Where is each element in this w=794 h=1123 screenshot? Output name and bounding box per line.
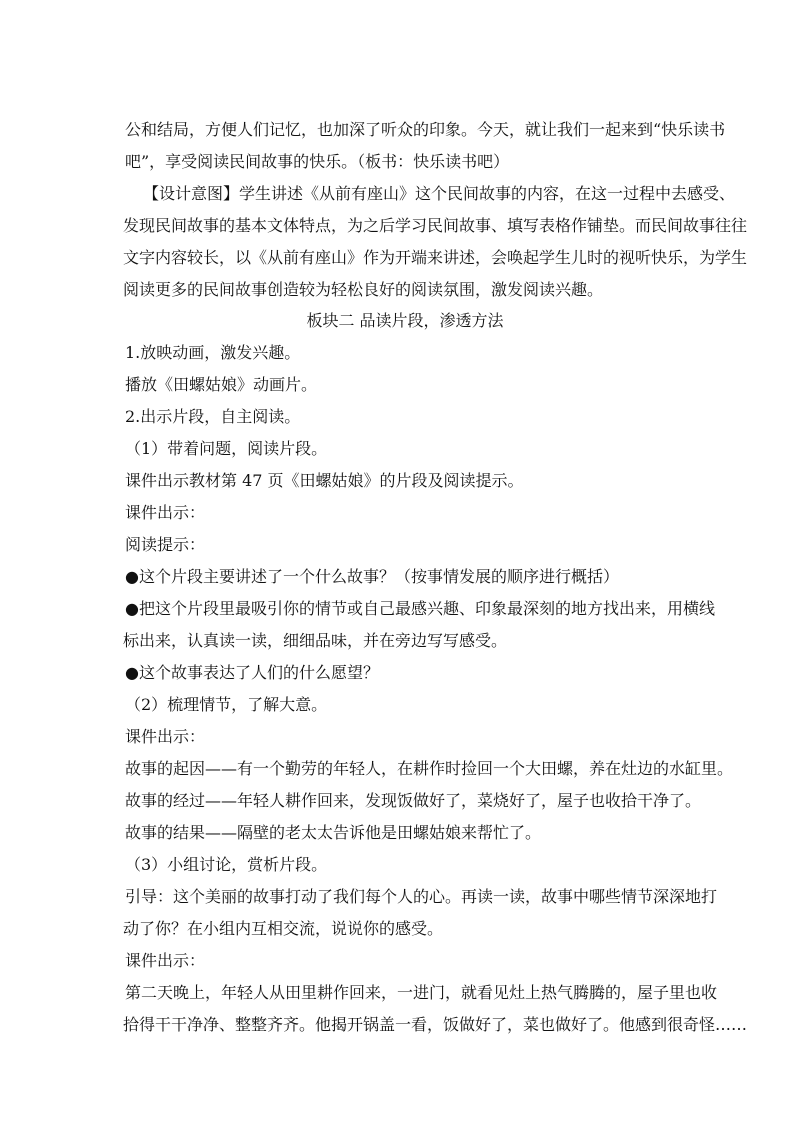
- paragraph-line: 引导：这个美丽的故事打动了我们每个人的心。再读一读，故事中哪些情节深深地打: [125, 887, 718, 906]
- paragraph-line: 故事的经过——年轻人耕作回来，发现饭做好了，菜烧好了，屋子也收拾干净了。: [125, 791, 702, 810]
- paragraph-line: 课件出示教材第 47 页《田螺姑娘》的片段及阅读提示。: [125, 471, 524, 490]
- quoted-text-line: 第二天晚上，年轻人从田里耕作回来，一进门，就看见灶上热气腾腾的，屋子里也收: [125, 983, 718, 1002]
- sub-step-heading: （1）带着问题，阅读片段。: [125, 439, 328, 458]
- paragraph-line: 阅读更多的民间故事创造较为轻松良好的阅读氛围，激发阅读兴趣。: [123, 280, 604, 299]
- bullet-item: ●这个片段主要讲述了一个什么故事？（按事情发展的顺序进行概括）: [125, 567, 619, 586]
- section-heading: 板块二 品读片段，渗透方法: [306, 311, 504, 330]
- paragraph-line: 课件出示：: [125, 503, 206, 522]
- paragraph-line: 播放《田螺姑娘》动画片。: [125, 375, 318, 394]
- design-intent-line: 【设计意图】学生讲述《从前有座山》这个民间故事的内容，在这一过程中去感受、: [143, 184, 736, 203]
- paragraph-line: 课件出示：: [125, 951, 206, 970]
- paragraph-line: 故事的结果——隔壁的老太太告诉他是田螺姑娘来帮忙了。: [125, 823, 542, 842]
- step-heading: 1.放映动画，激发兴趣。: [125, 343, 301, 362]
- paragraph-line: 阅读提示：: [125, 535, 206, 554]
- quoted-text-line: 拾得干干净净、整整齐齐。他揭开锅盖一看，饭做好了，菜也做好了。他感到很奇怪……: [123, 1015, 748, 1034]
- paragraph-line: 动了你？在小组内互相交流，说说你的感受。: [123, 919, 444, 938]
- step-heading: 2.出示片段，自主阅读。: [125, 407, 301, 426]
- paragraph-line: 公和结局，方便人们记忆，也加深了听众的印象。今天，就让我们一起来到“快乐读书: [125, 120, 726, 139]
- paragraph-line: 标出来，认真读一读，细细品味，并在旁边写写感受。: [123, 631, 508, 650]
- paragraph-line: 文字内容较长，以《从前有座山》作为开端来讲述，会唤起学生儿时的视听快乐，为学生: [123, 248, 748, 267]
- paragraph-line: 故事的起因——有一个勤劳的年轻人，在耕作时捡回一个大田螺，养在灶边的水缸里。: [125, 759, 734, 778]
- bullet-item: ●这个故事表达了人们的什么愿望？: [125, 663, 379, 682]
- document-body: [123, 117, 748, 1038]
- sub-step-heading: （3）小组讨论，赏析片段。: [125, 855, 328, 874]
- paragraph-line: 吧”，享受阅读民间故事的快乐。（板书：快乐读书吧）: [125, 152, 510, 171]
- paragraph-line: 发现民间故事的基本文体特点，为之后学习民间故事、填写表格作铺垫。而民间故事往往: [123, 216, 748, 235]
- bullet-item: ●把这个片段里最吸引你的情节或自己最感兴趣、印象最深刻的地方找出来，用横线: [125, 599, 715, 618]
- paragraph-line: 课件出示：: [125, 727, 206, 746]
- sub-step-heading: （2）梳理情节，了解大意。: [125, 695, 328, 714]
